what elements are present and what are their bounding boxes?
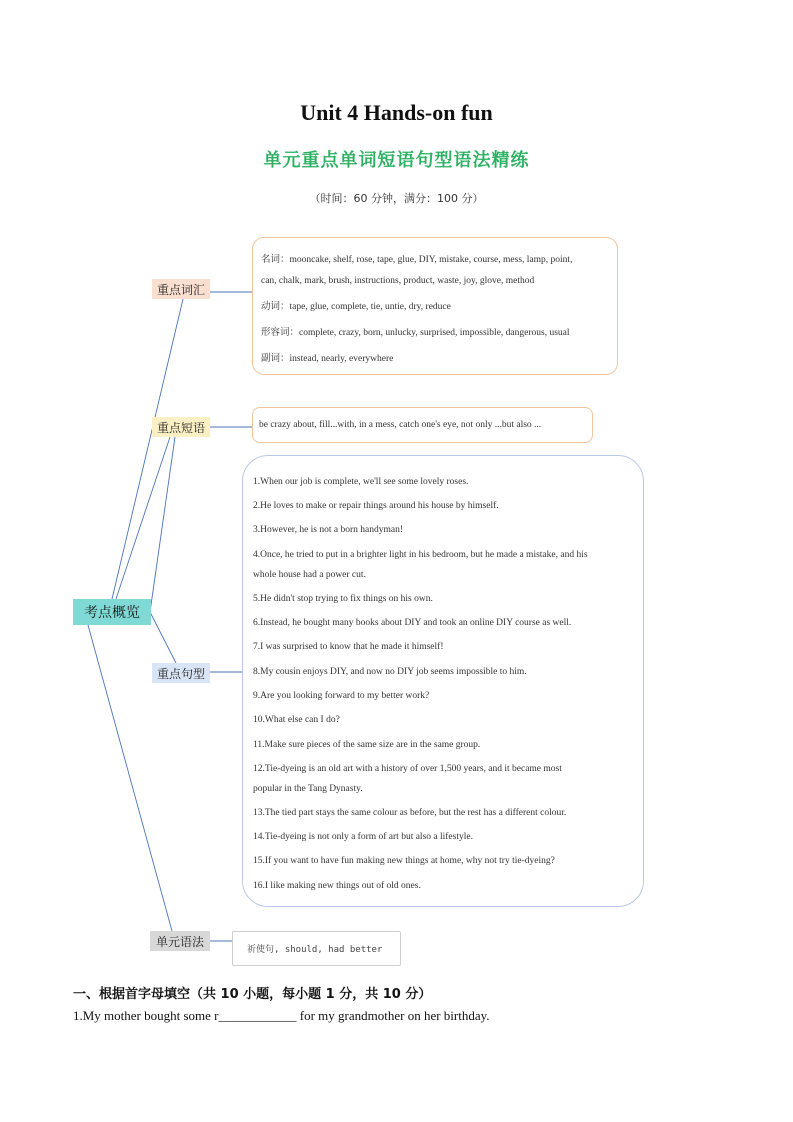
sentence-item: 12.Tie-dyeing is an old art with a history of over 1,500 years, and it became most <box>253 764 562 774</box>
sentence-item: 4.Once, he tried to put in a brighter light in his bedroom, but he made a mistake, and his <box>253 550 588 560</box>
vocab-box <box>252 237 618 375</box>
connector-center-sentence <box>150 437 176 663</box>
vocab-nouns-line-1: 名词：mooncake, shelf, rose, tape, glue, DIY, mistake, course, mess, lamp, point, <box>261 255 573 265</box>
sentence-item: popular in the Tang Dynasty. <box>253 784 363 794</box>
grammar-node: 单元语法 <box>150 931 210 951</box>
sentence-item: whole house had a power cut. <box>253 570 366 580</box>
sentence-item: 10.What else can I do? <box>253 715 340 725</box>
sentence-item: 11.Make sure pieces of the same size are in the same group. <box>253 740 481 750</box>
section-heading: 一、根据首字母填空（共 10 小题，每小题 1 分，共 10 分） <box>73 987 432 1002</box>
grammar-box: 祈使句, should, had better <box>232 931 401 966</box>
vocab-verbs: 动词：tape, glue, complete, tie, untie, dry, reduce <box>261 302 451 312</box>
document-title: Unit 4 Hands-on fun <box>300 100 493 125</box>
sentence-item: 16.I like making new things out of old ones. <box>253 881 421 891</box>
sentence-item: 5.He didn't stop trying to fix things on his own. <box>253 594 433 604</box>
phrase-node: 重点短语 <box>152 417 210 437</box>
mindmap-center-node: 考点概览 <box>73 599 151 625</box>
phrase-box: be crazy about, fill...with, in a mess, catch one's eye, not only ...but also ... <box>252 407 593 443</box>
sentence-item: 13.The tied part stays the same colour as before, but the rest has a different colour. <box>253 808 567 818</box>
question-1: 1.My mother bought some r____________ for my grandmother on her birthday. <box>73 1008 490 1023</box>
sentence-item: 3.However, he is not a born handyman! <box>253 525 403 535</box>
vocab-nouns-line-2: can, chalk, mark, brush, instructions, product, waste, joy, glove, method <box>261 276 535 286</box>
vocab-adjectives: 形容词：complete, crazy, born, unlucky, surprised, impossible, dangerous, usual <box>261 328 570 338</box>
sentence-node: 重点句型 <box>152 663 210 683</box>
connector-center-vocab <box>112 299 183 599</box>
connector-center-phrase <box>116 437 170 599</box>
document-subtitle: 单元重点单词短语句型语法精练 <box>263 150 530 171</box>
sentence-item: 6.Instead, he bought many books about DIY and took an online DIY course as well. <box>253 618 572 628</box>
vocab-adverbs: 副词：instead, nearly, everywhere <box>261 354 394 364</box>
vocab-node: 重点词汇 <box>152 279 210 299</box>
sentence-item: 7.I was surprised to know that he made it himself! <box>253 642 444 652</box>
sentence-item: 8.My cousin enjoys DIY, and now no DIY job seems impossible to him. <box>253 667 527 677</box>
sentence-item: 1.When our job is complete, we'll see some lovely roses. <box>253 477 469 487</box>
time-and-score: （时间：60 分钟，满分：100 分） <box>309 192 484 205</box>
sentence-item: 2.He loves to make or repair things around his house by himself. <box>253 501 499 511</box>
sentence-box <box>242 455 644 907</box>
sentence-item: 15.If you want to have fun making new things at home, why not try tie-dyeing? <box>253 856 555 866</box>
sentence-item: 9.Are you looking forward to my better work? <box>253 691 430 701</box>
sentence-item: 14.Tie-dyeing is not only a form of art but also a lifestyle. <box>253 832 473 842</box>
